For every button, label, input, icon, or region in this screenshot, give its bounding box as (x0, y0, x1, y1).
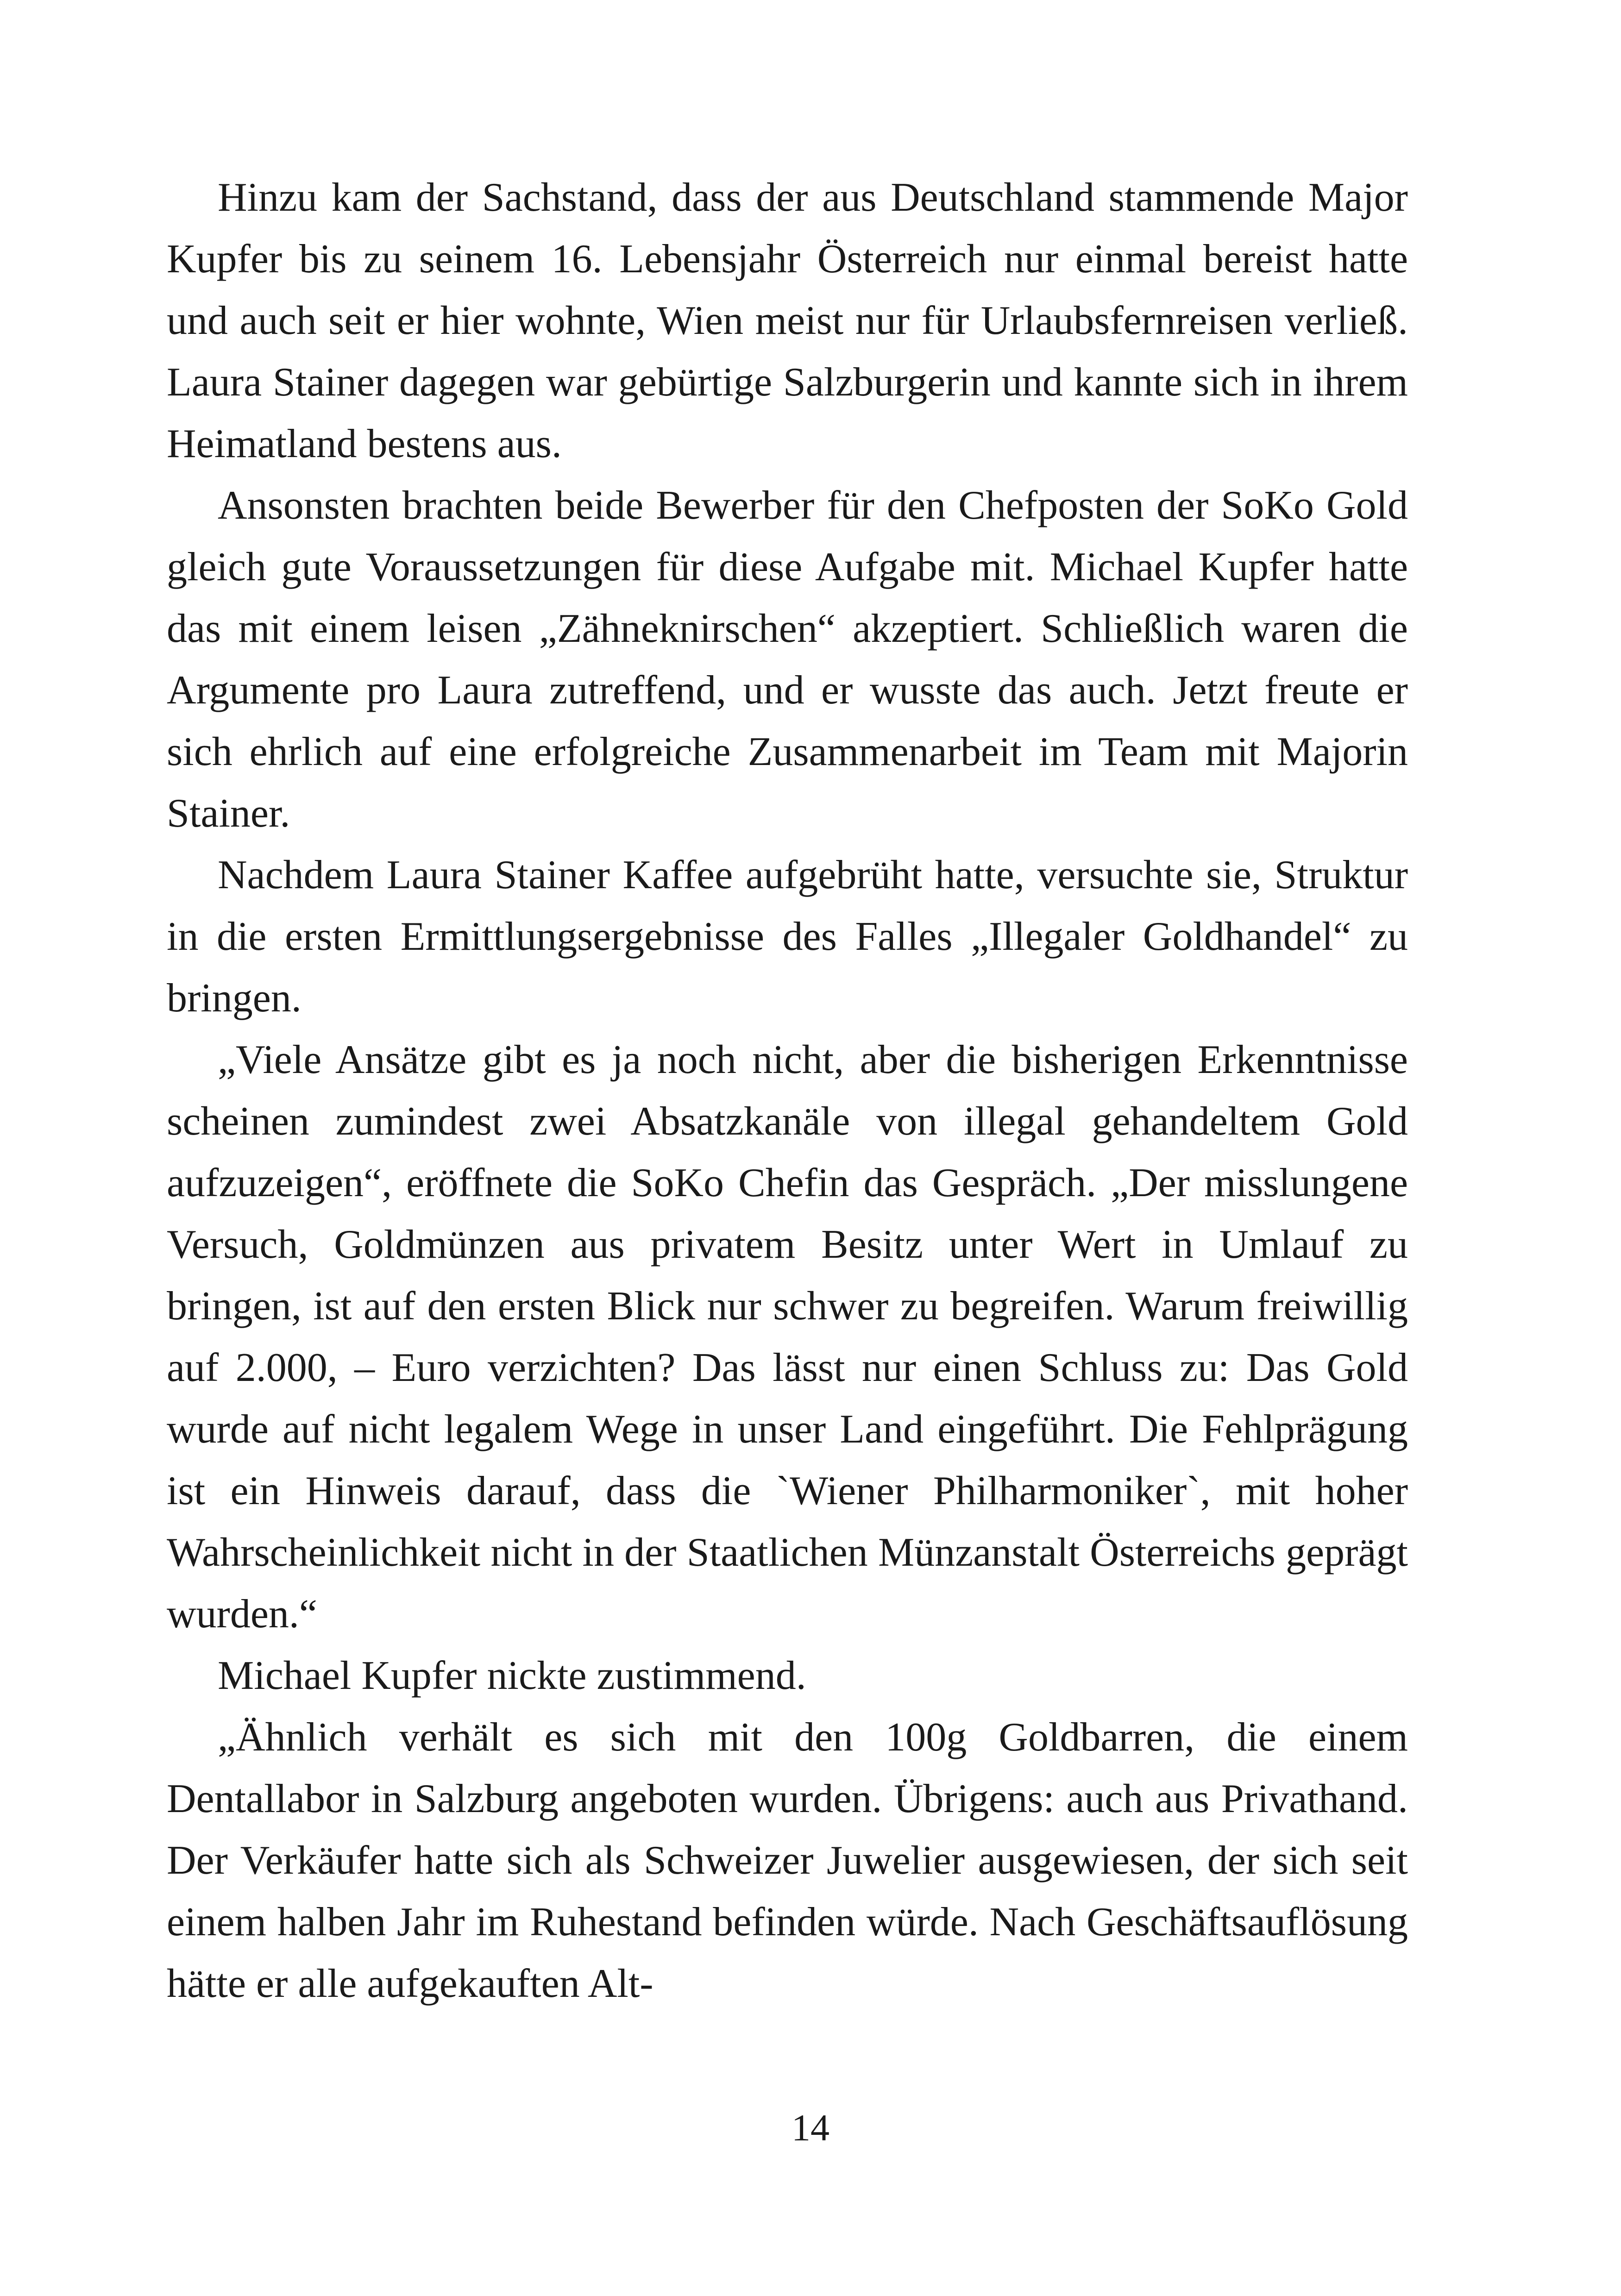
paragraph: „Viele Ansätze gibt es ja noch nicht, aber die bisherigen Erkenntnisse scheinen zumindest zwei Absatzkanäle von illegal gehandeltem Gold aufzuzeigen“, eröffnete die SoKo Chefin das Gespräch. „Der misslungene Versuch, Goldmünzen aus privatem Besitz unter Wert in Umlauf zu bringen, ist auf den ersten Blick nur schwer zu begreifen. Warum freiwillig auf 2.000, – Euro verzichten? Das lässt nur einen Schluss zu: Das Gold wurde auf nicht legalem Wege in unser Land eingeführt. Die Fehlprägung ist ein Hinweis darauf, dass die `Wiener Philharmoniker`, mit hoher Wahrscheinlichkeit nicht in der Staatlichen Münzanstalt Österreichs geprägt wurden.“ (167, 1037, 1408, 1637)
paragraph: Ansonsten brachten beide Bewerber für den Chefposten der SoKo Gold gleich gute Voraussetzungen für diese Aufgabe mit. Michael Kupfer hatte das mit einem leisen „Zähneknirschen“ akzeptiert. Schließlich waren die Argumente pro Laura zutreffend, und er wusste das auch. Jetzt freute er sich ehrlich auf eine erfolgreiche Zusammenarbeit im Team mit Majorin Stainer. (167, 483, 1408, 836)
paragraph: Hinzu kam der Sachstand, dass der aus Deutschland stammende Major Kupfer bis zu seinem 16. Lebensjahr Österreich nur einmal bereist hatte und auch seit er hier wohnte, Wien meist nur für Urlaubsfernreisen verließ. Laura Stainer dagegen war gebürtige Salzburgerin und kannte sich in ihrem Heimatland bestens aus. (167, 175, 1408, 466)
paragraph: Michael Kupfer nickte zustimmend. (218, 1653, 806, 1698)
body-text (167, 167, 1408, 2014)
paragraph: Nachdem Laura Stainer Kaffee aufgebrüht hatte, versuchte sie, Struktur in die ersten Ermittlungsergebnisse des Falles „Illegaler Goldhandel“ zu bringen. (167, 853, 1408, 1021)
page-number: 14 (792, 2107, 829, 2149)
paragraph: „Ähnlich verhält es sich mit den 100g Goldbarren, die einem Dentallabor in Salzburg angeboten wurden. Übrigens: auch aus Privathand. Der Verkäufer hatte sich als Schweizer Juwelier ausgewiesen, der sich seit einem halben Jahr im Ruhestand befinden würde. Nach Geschäftsauflösung hätte er alle aufgekauften Alt- (167, 1715, 1408, 2006)
